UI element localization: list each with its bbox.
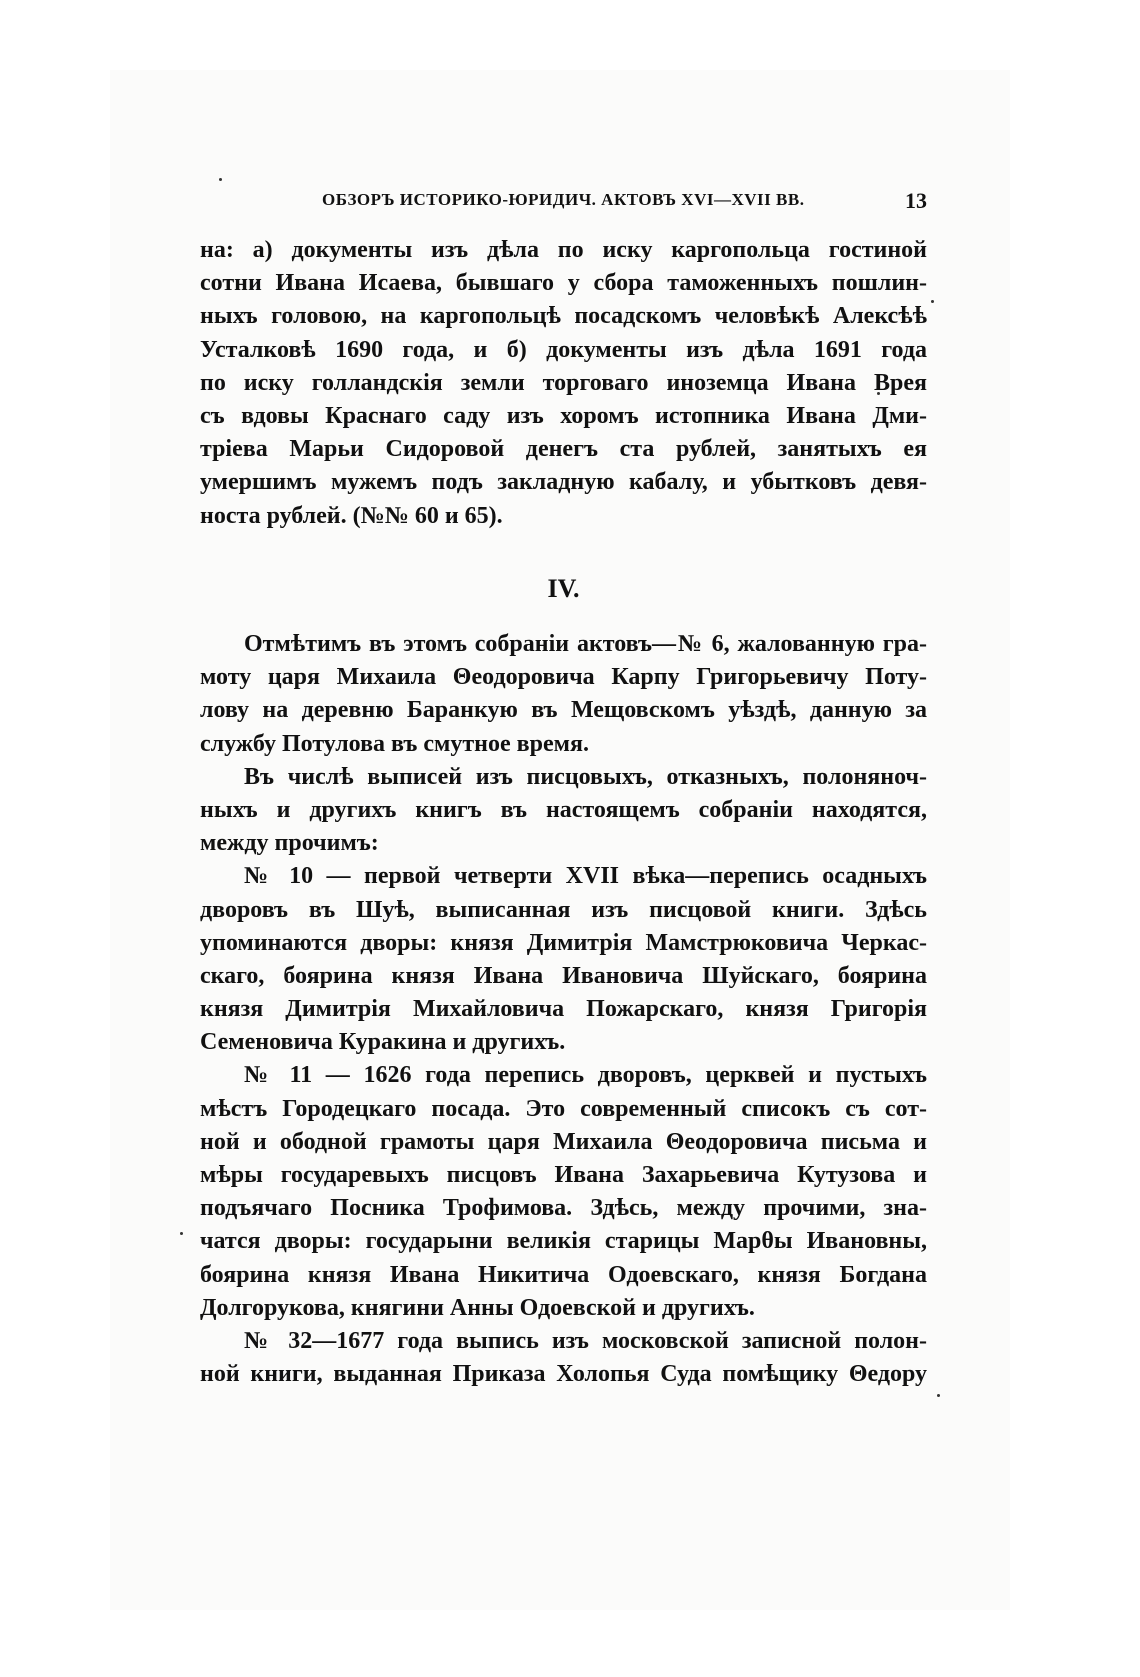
text-line: ной и ободной грамоты царя Михаила Θеодоровича письма и bbox=[200, 1128, 927, 1155]
scan-speck bbox=[219, 178, 222, 181]
text-line: мѣстъ Городецкаго посада. Это современный списокъ съ сот- bbox=[200, 1095, 927, 1122]
text-line: подъячаго Посника Трофимова. Здѣсь, между прочими, зна- bbox=[200, 1195, 927, 1222]
running-header bbox=[202, 190, 927, 220]
scan-speck bbox=[180, 1232, 183, 1235]
text-line: тріева Марьи Сидоровой денегъ ста рублей, занятыхъ ея bbox=[200, 436, 927, 463]
text-line: № 10 — первой четверти XVII вѣка—перепись осадныхъ bbox=[244, 863, 927, 890]
text-line: Долгорукова, княгини Анны Одоевской и другихъ. bbox=[200, 1294, 755, 1321]
text-line: скаго, боярина князя Ивана Ивановича Шуйскаго, боярина bbox=[200, 962, 927, 989]
text-line: князя Димитрія Михайловича Пожарскаго, князя Григорія bbox=[200, 996, 927, 1023]
text-line: моту царя Михаила Θеодоровича Карпу Григорьевичу Поту- bbox=[200, 664, 927, 691]
text-line: съ вдовы Краснаго саду изъ хоромъ истопника Ивана Дми- bbox=[200, 402, 927, 429]
body-text-lower bbox=[200, 628, 927, 1391]
text-line: Въ числѣ выписей изъ писцовыхъ, отказныхъ, полоняноч- bbox=[244, 763, 927, 790]
text-line: лову на деревню Баранкую въ Мещовскомъ уѣздѣ, данную за bbox=[200, 697, 927, 724]
text-line: дворовъ въ Шуѣ, выписанная изъ писцовой книги. Здѣсь bbox=[200, 896, 927, 923]
text-line: чатся дворы: государыни великія старицы Марθы Ивановны, bbox=[200, 1228, 927, 1255]
body-text-upper bbox=[200, 234, 927, 533]
running-title: ОБЗОРЪ ИСТОРИКО-ЮРИДИЧ. АКТОВЪ XVI—XVII ВВ. bbox=[322, 190, 805, 209]
text-line: ныхъ головою, на каргопольцѣ посадскомъ человѣкѣ Алексѣѣ bbox=[200, 303, 927, 330]
text-line: Семеновича Куракина и другихъ. bbox=[200, 1029, 566, 1056]
text-line: № 11 — 1626 года перепись дворовъ, церквей и пустыхъ bbox=[244, 1062, 927, 1089]
text-line: службу Потулова въ смутное время. bbox=[200, 730, 589, 757]
text-line: по иску голландскія земли торговаго иноземца Ивана Врея bbox=[200, 369, 927, 396]
scan-speck bbox=[937, 1394, 940, 1397]
section-heading: IV. bbox=[547, 574, 580, 603]
text-line: боярина князя Ивана Никитича Одоевскаго, князя Богдана bbox=[200, 1261, 927, 1288]
text-line: на: а) документы изъ дѣла по иску каргопольца гостиной bbox=[200, 237, 927, 263]
text-line: ной книги, выданная Приказа Холопья Суда помѣщику Θедору bbox=[200, 1361, 927, 1388]
text-line: Отмѣтимъ въ этомъ собраніи актовъ—№ 6, жалованную гра- bbox=[244, 631, 927, 657]
text-line: мѣры государевыхъ писцовъ Ивана Захарьевича Кутузова и bbox=[200, 1162, 927, 1188]
text-line: между прочимъ: bbox=[200, 830, 379, 857]
text-line: № 32—1677 года выпись изъ московской записной полон- bbox=[244, 1327, 927, 1354]
text-line: ныхъ и другихъ книгъ въ настоящемъ собраніи находятся, bbox=[200, 796, 927, 823]
page-number: 13 bbox=[905, 188, 927, 213]
text-line: сотни Ивана Исаева, бывшаго у сбора таможенныхъ пошлин- bbox=[200, 270, 927, 297]
text-line: Усталковѣ 1690 года, и б) документы изъ дѣла 1691 года bbox=[200, 336, 927, 363]
text-line: умершимъ мужемъ подъ закладную кабалу, и убытковъ девя- bbox=[200, 469, 927, 496]
text-line: упоминаются дворы: князя Димитрія Мамстрюковича Черкас- bbox=[200, 929, 927, 956]
scan-speck bbox=[931, 300, 934, 303]
text-line: носта рублей. (№№ 60 и 65). bbox=[200, 502, 503, 529]
